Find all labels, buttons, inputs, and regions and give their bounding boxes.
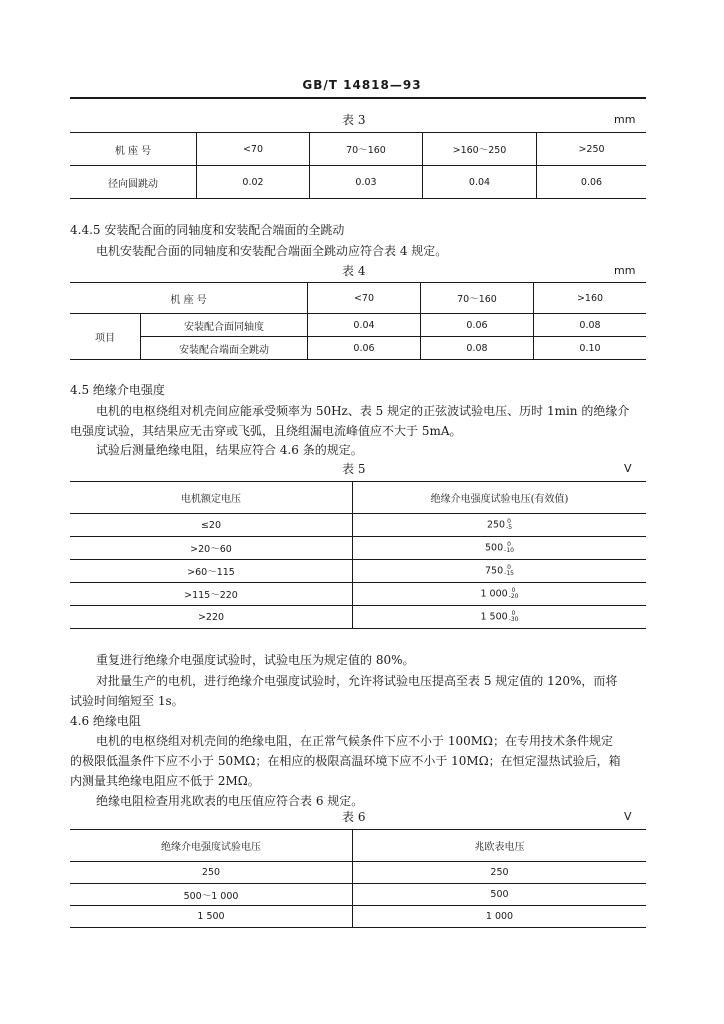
section-46-paragraph-line: 内测量其绝缘电阻应不低于 2MΩ。 [70, 774, 260, 788]
table5-row [70, 606, 646, 629]
table3 [70, 132, 646, 199]
table6-header-cell: 兆欧表电压 [353, 830, 647, 862]
table4-row-label: 安装配合面同轴度 [141, 314, 308, 337]
table6-caption: 表 6 [342, 810, 366, 824]
table3-header-cell: 70～160 [310, 133, 423, 166]
table4-header-cell: <70 [308, 283, 421, 314]
section-45-heading: 4.5 绝缘介电强度 [70, 383, 165, 397]
table5-rated-cell: >115～220 [70, 583, 353, 606]
tolerance-upper: 0 [507, 518, 511, 525]
table4-row [70, 314, 646, 337]
table4-unit: mm [614, 264, 636, 277]
table5-test-cell [353, 560, 647, 583]
table6-row [70, 906, 646, 928]
table6-header-cell: 绝缘介电强度试验电压 [70, 830, 353, 862]
table5-test-value: 1 500 [480, 611, 508, 623]
table4-cell: 0.06 [421, 314, 534, 337]
table4-header-row [70, 283, 646, 314]
table6-cell: 500 [353, 884, 647, 906]
table6-cell: 1 000 [485, 911, 514, 922]
table5-test-value: 500 [485, 542, 504, 554]
table5-test-cell [353, 583, 647, 606]
table5-rated-cell: >60～115 [70, 560, 353, 583]
section-46-paragraph-line: 绝缘电阻检查用兆欧表的电压值应符合表 6 规定。 [96, 794, 364, 808]
table5-row [70, 560, 646, 583]
table5-test-cell [353, 606, 647, 629]
table3-cell: 0.04 [423, 166, 537, 199]
table5-rated-cell: ≤20 [70, 514, 353, 537]
table3-header-row [70, 133, 646, 166]
table4 [70, 282, 646, 360]
table3-cell: 0.03 [310, 166, 423, 199]
tolerance-lower: -10 [504, 547, 514, 554]
tolerance-stack [504, 565, 514, 577]
table3-cell: 0.02 [197, 166, 310, 199]
table5-test-cell [353, 514, 647, 537]
paragraph-batch-line: 对批量生产的电机，进行绝缘介电强度试验时，允许将试验电压提高至表 5 规定值的 120%，而将 [96, 674, 618, 688]
table5 [70, 481, 646, 629]
table4-row-label: 安装配合端面全跳动 [141, 337, 308, 360]
document-code-header: GB/T 14818—93 [302, 78, 422, 92]
table5-test-cell [353, 537, 647, 560]
tolerance-stack [509, 611, 519, 623]
table5-rated-cell: >20～60 [70, 537, 353, 560]
table5-header-row [70, 482, 646, 514]
tolerance-stack [506, 519, 512, 531]
table6-header-row [70, 830, 646, 862]
section-46-paragraph-line: 的极限低温条件下应不小于 50MΩ；在相应的极限高温环境下应不小于 10MΩ；在恒定湿热试验后，箱 [70, 754, 621, 768]
table5-row [70, 583, 646, 606]
table4-cell: 0.08 [421, 337, 534, 360]
table5-test-value: 750 [485, 565, 504, 577]
tolerance-upper: 0 [507, 541, 511, 548]
header-rule [70, 97, 646, 99]
table6-cell: 250 [353, 862, 647, 884]
table5-caption: 表 5 [342, 462, 366, 476]
table6-cell: 500～1 000 [70, 884, 353, 906]
section-45-paragraph-line: 电机的电枢绕组对机壳间应能承受频率为 50Hz、表 5 规定的正弦波试验电压、历时 1min 的绝缘介 [96, 404, 630, 418]
table3-header-cell: >160～250 [423, 133, 537, 166]
tolerance-lower: -30 [508, 616, 519, 623]
section-45-paragraph-line: 试验后测量绝缘电阻，结果应符合 4.6 条的规定。 [96, 443, 363, 457]
table4-cell: 0.06 [308, 337, 421, 360]
table4-cell: 0.10 [579, 342, 601, 354]
table6-cell: 250 [70, 862, 353, 884]
table6-cell: 1 500 [70, 906, 353, 928]
table4-header-cell: >160 [534, 283, 647, 314]
tolerance-stack [504, 542, 514, 554]
table6-row [70, 884, 646, 906]
tolerance-upper: 0 [507, 564, 511, 571]
table3-row-label: 径向圆跳动 [70, 166, 197, 199]
table4-header-cell: 机 座 号 [70, 283, 308, 314]
tolerance-lower: -20 [508, 593, 519, 600]
table5-row [70, 537, 646, 560]
section-445-text: 电机安装配合面的同轴度和安装配合端面全跳动应符合表 4 规定。 [96, 244, 448, 258]
table4-header-cell: 70～160 [421, 283, 534, 314]
table4-cell: 0.08 [534, 314, 647, 337]
section-46-heading: 4.6 绝缘电阻 [70, 714, 141, 728]
table5-test-value: 1 000 [480, 588, 508, 600]
table3-caption: 表 3 [342, 113, 366, 127]
table4-cell: 0.04 [308, 314, 421, 337]
table5-rated-cell: >220 [70, 606, 353, 629]
table3-row [70, 166, 646, 199]
table3-unit: mm [614, 113, 636, 126]
table4-row [70, 337, 646, 360]
table5-header-cell: 电机额定电压 [70, 482, 353, 514]
table3-cell: 0.06 [580, 176, 603, 188]
section-45-paragraph-line: 电强度试验，其结果应无击穿或飞弧，且绕组漏电流峰值应不大于 5mA。 [70, 424, 462, 438]
tolerance-upper: 0 [511, 587, 516, 594]
table4-group-label: 项目 [70, 314, 141, 360]
paragraph-batch-line: 试验时间缩短至 1s。 [70, 694, 184, 708]
table3-header-cell: 机 座 号 [70, 133, 197, 166]
paragraph-repeat-test: 重复进行绝缘介电强度试验时，试验电压为规定值的 80%。 [96, 653, 415, 667]
tolerance-stack [509, 588, 519, 600]
tolerance-lower: -15 [504, 570, 514, 577]
section-445-heading: 4.4.5 安装配合面的同轴度和安装配合端面的全跳动 [70, 223, 345, 237]
table5-unit: V [624, 462, 632, 475]
table3-header-cell: <70 [197, 133, 310, 166]
table5-row [70, 514, 646, 537]
table6 [70, 829, 646, 928]
table3-header-cell: >250 [537, 133, 647, 166]
section-46-paragraph-line: 电机的电枢绕组对机壳间的绝缘电阻，在正常气候条件下应不小于 100MΩ；在专用技术条件规定 [96, 734, 613, 748]
tolerance-lower: -5 [506, 524, 513, 531]
table6-unit: V [624, 810, 632, 823]
table6-row [70, 862, 646, 884]
table5-header-cell: 绝缘介电强度试验电压(有效值) [353, 482, 647, 514]
tolerance-upper: 0 [511, 610, 516, 617]
table4-caption: 表 4 [342, 264, 366, 278]
table5-test-value: 250 [486, 519, 506, 531]
